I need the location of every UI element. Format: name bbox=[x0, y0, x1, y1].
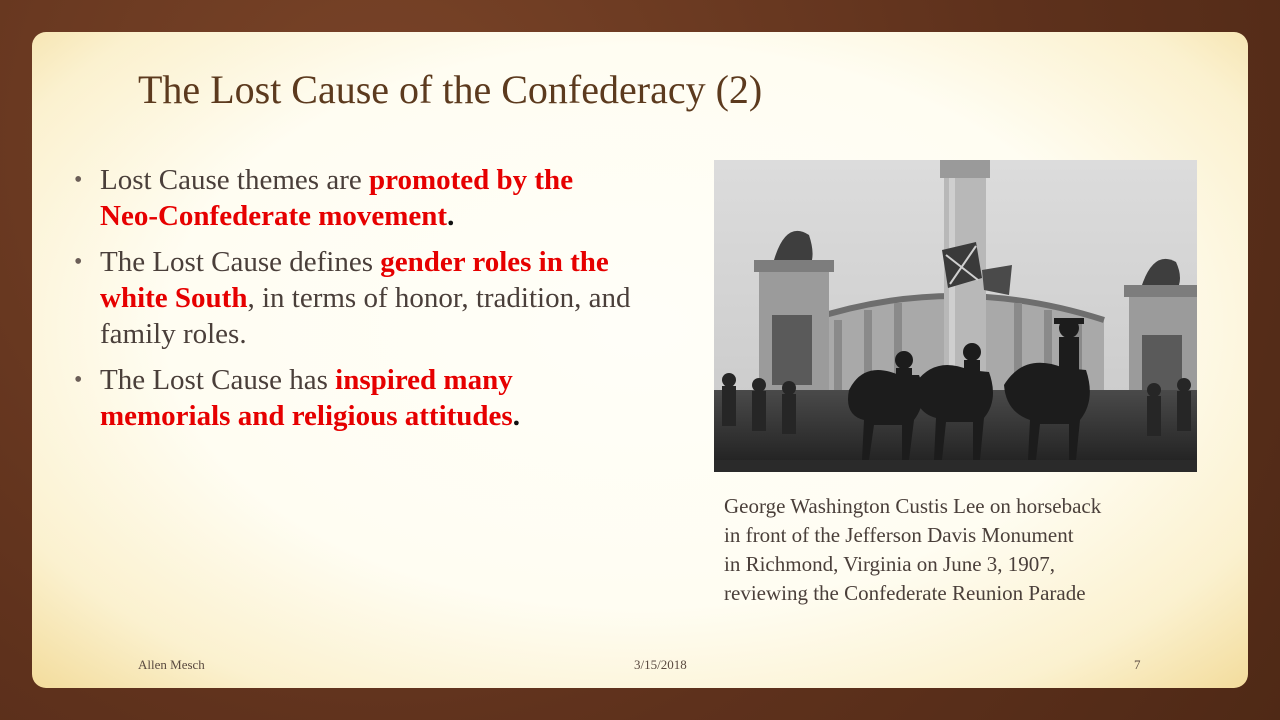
bullet-icon: • bbox=[74, 249, 83, 275]
historical-photo bbox=[714, 160, 1197, 472]
bullet-1-period: . bbox=[447, 200, 455, 232]
caption-line-2: in front of the Jefferson Davis Monument bbox=[724, 523, 1074, 547]
footer-date: 3/15/2018 bbox=[634, 657, 687, 672]
monument-parade-image bbox=[714, 160, 1197, 472]
bullet-icon: • bbox=[74, 167, 83, 193]
caption-line-4: reviewing the Confederate Reunion Parade bbox=[724, 581, 1086, 605]
bullet-1-highlight: promoted by the Neo-Confederate movement bbox=[100, 164, 574, 232]
bullet-item bbox=[72, 244, 632, 352]
bullet-3-part-1: The Lost Cause has bbox=[100, 364, 336, 396]
bullet-text-2 bbox=[100, 246, 630, 350]
bullet-text-3 bbox=[100, 364, 520, 432]
bullet-item bbox=[72, 162, 632, 234]
bullet-item bbox=[72, 362, 632, 434]
bullet-icon: • bbox=[74, 367, 83, 393]
bullet-3-period: . bbox=[512, 400, 520, 432]
footer-author: Allen Mesch bbox=[138, 657, 205, 672]
caption-line-1: George Washington Custis Lee on horseback bbox=[724, 494, 1102, 518]
bullet-2-part-3: , in terms of honor, tradition, and family roles. bbox=[100, 282, 631, 350]
bullet-2-part-1: The Lost Cause defines bbox=[100, 246, 381, 278]
slide-canvas bbox=[32, 32, 1248, 688]
bullet-list bbox=[72, 162, 632, 444]
photo-caption bbox=[724, 492, 1204, 608]
footer-page-number: 7 bbox=[1134, 657, 1141, 672]
bullet-2-highlight: gender roles in the white South bbox=[100, 246, 609, 314]
bullet-3-highlight: inspired many memorials and religious attitudes bbox=[100, 364, 513, 432]
bullet-1-part-1: Lost Cause themes are bbox=[100, 164, 369, 196]
slide-title: The Lost Cause of the Confederacy (2) bbox=[138, 67, 763, 112]
bullet-text-1 bbox=[100, 164, 573, 232]
caption-line-3: in Richmond, Virginia on June 3, 1907, bbox=[724, 552, 1056, 576]
